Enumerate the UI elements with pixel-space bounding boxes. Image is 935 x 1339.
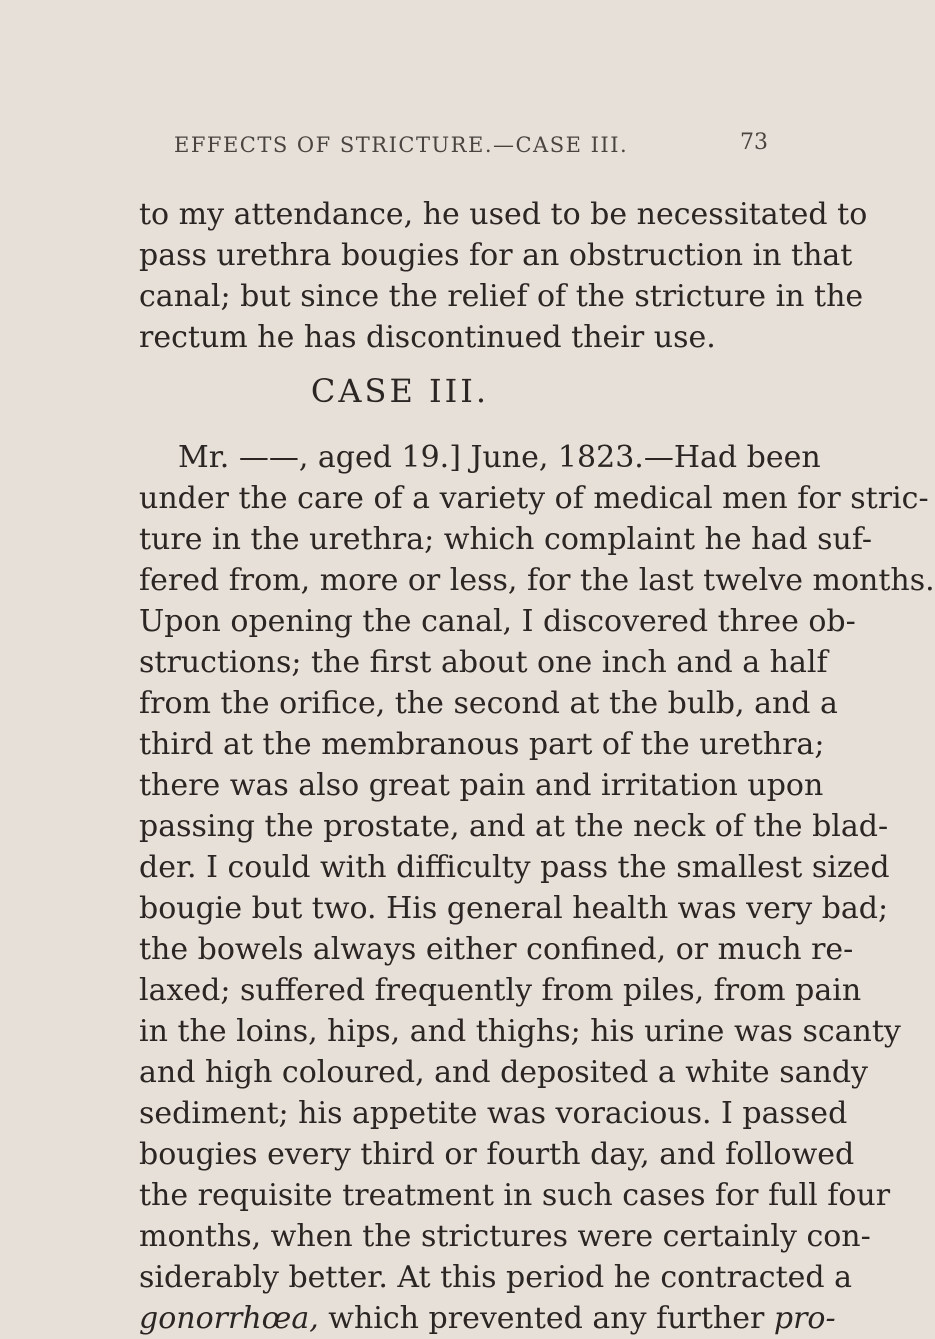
text-line: to my attendance, he used to be necessitated to bbox=[139, 197, 868, 232]
text-line: from the orifice, the second at the bulb, and a bbox=[139, 686, 838, 721]
text-line: sediment; his appetite was voracious. I passed bbox=[139, 1096, 848, 1131]
running-title: EFFECTS OF STRICTURE.—CASE III. bbox=[174, 133, 629, 157]
text-line: months, when the strictures were certainly con- bbox=[139, 1219, 871, 1254]
text-line: canal; but since the relief of the stricture in the bbox=[139, 279, 864, 314]
page-number: 73 bbox=[740, 130, 768, 155]
text-span: which prevented any further bbox=[318, 1301, 774, 1336]
italic-word: gonorrhœa, bbox=[139, 1301, 319, 1336]
text-line: passing the prostate, and at the neck of the blad- bbox=[139, 809, 889, 844]
italic-word: pro- bbox=[773, 1301, 836, 1336]
text-line: bougies every third or fourth day, and followed bbox=[139, 1137, 855, 1172]
text-line: Mr. ——, aged 19.] June, 1823.—Had been bbox=[178, 440, 821, 475]
text-line: bougie but two. His general health was very bad; bbox=[139, 891, 889, 926]
text-line: structions; the first about one inch and a half bbox=[139, 645, 828, 680]
text-line: the requisite treatment in such cases for full four bbox=[139, 1178, 891, 1213]
text-line: there was also great pain and irritation upon bbox=[139, 768, 824, 803]
text-line: Upon opening the canal, I discovered three ob- bbox=[139, 604, 856, 639]
text-line: under the care of a variety of medical men for stric- bbox=[139, 481, 929, 516]
text-line-last bbox=[139, 1299, 836, 1339]
text-line: ture in the urethra; which complaint he had suf- bbox=[139, 522, 872, 557]
text-line: siderably better. At this period he contracted a bbox=[139, 1260, 853, 1295]
text-line: rectum he has discontinued their use. bbox=[139, 320, 716, 355]
text-line: and high coloured, and deposited a white sandy bbox=[139, 1055, 868, 1090]
text-line: in the loins, hips, and thighs; his urine was scanty bbox=[139, 1014, 901, 1049]
text-line: laxed; suffered frequently from piles, from pain bbox=[139, 973, 862, 1008]
case-heading: CASE III. bbox=[310, 372, 490, 410]
text-line: fered from, more or less, for the last twelve months. bbox=[139, 563, 935, 598]
text-line: the bowels always either confined, or much re- bbox=[139, 932, 854, 967]
text-line: pass urethra bougies for an obstruction in that bbox=[139, 238, 853, 273]
text-line: third at the membranous part of the urethra; bbox=[139, 727, 825, 762]
text-line: der. I could with difficulty pass the smallest sized bbox=[139, 850, 890, 885]
